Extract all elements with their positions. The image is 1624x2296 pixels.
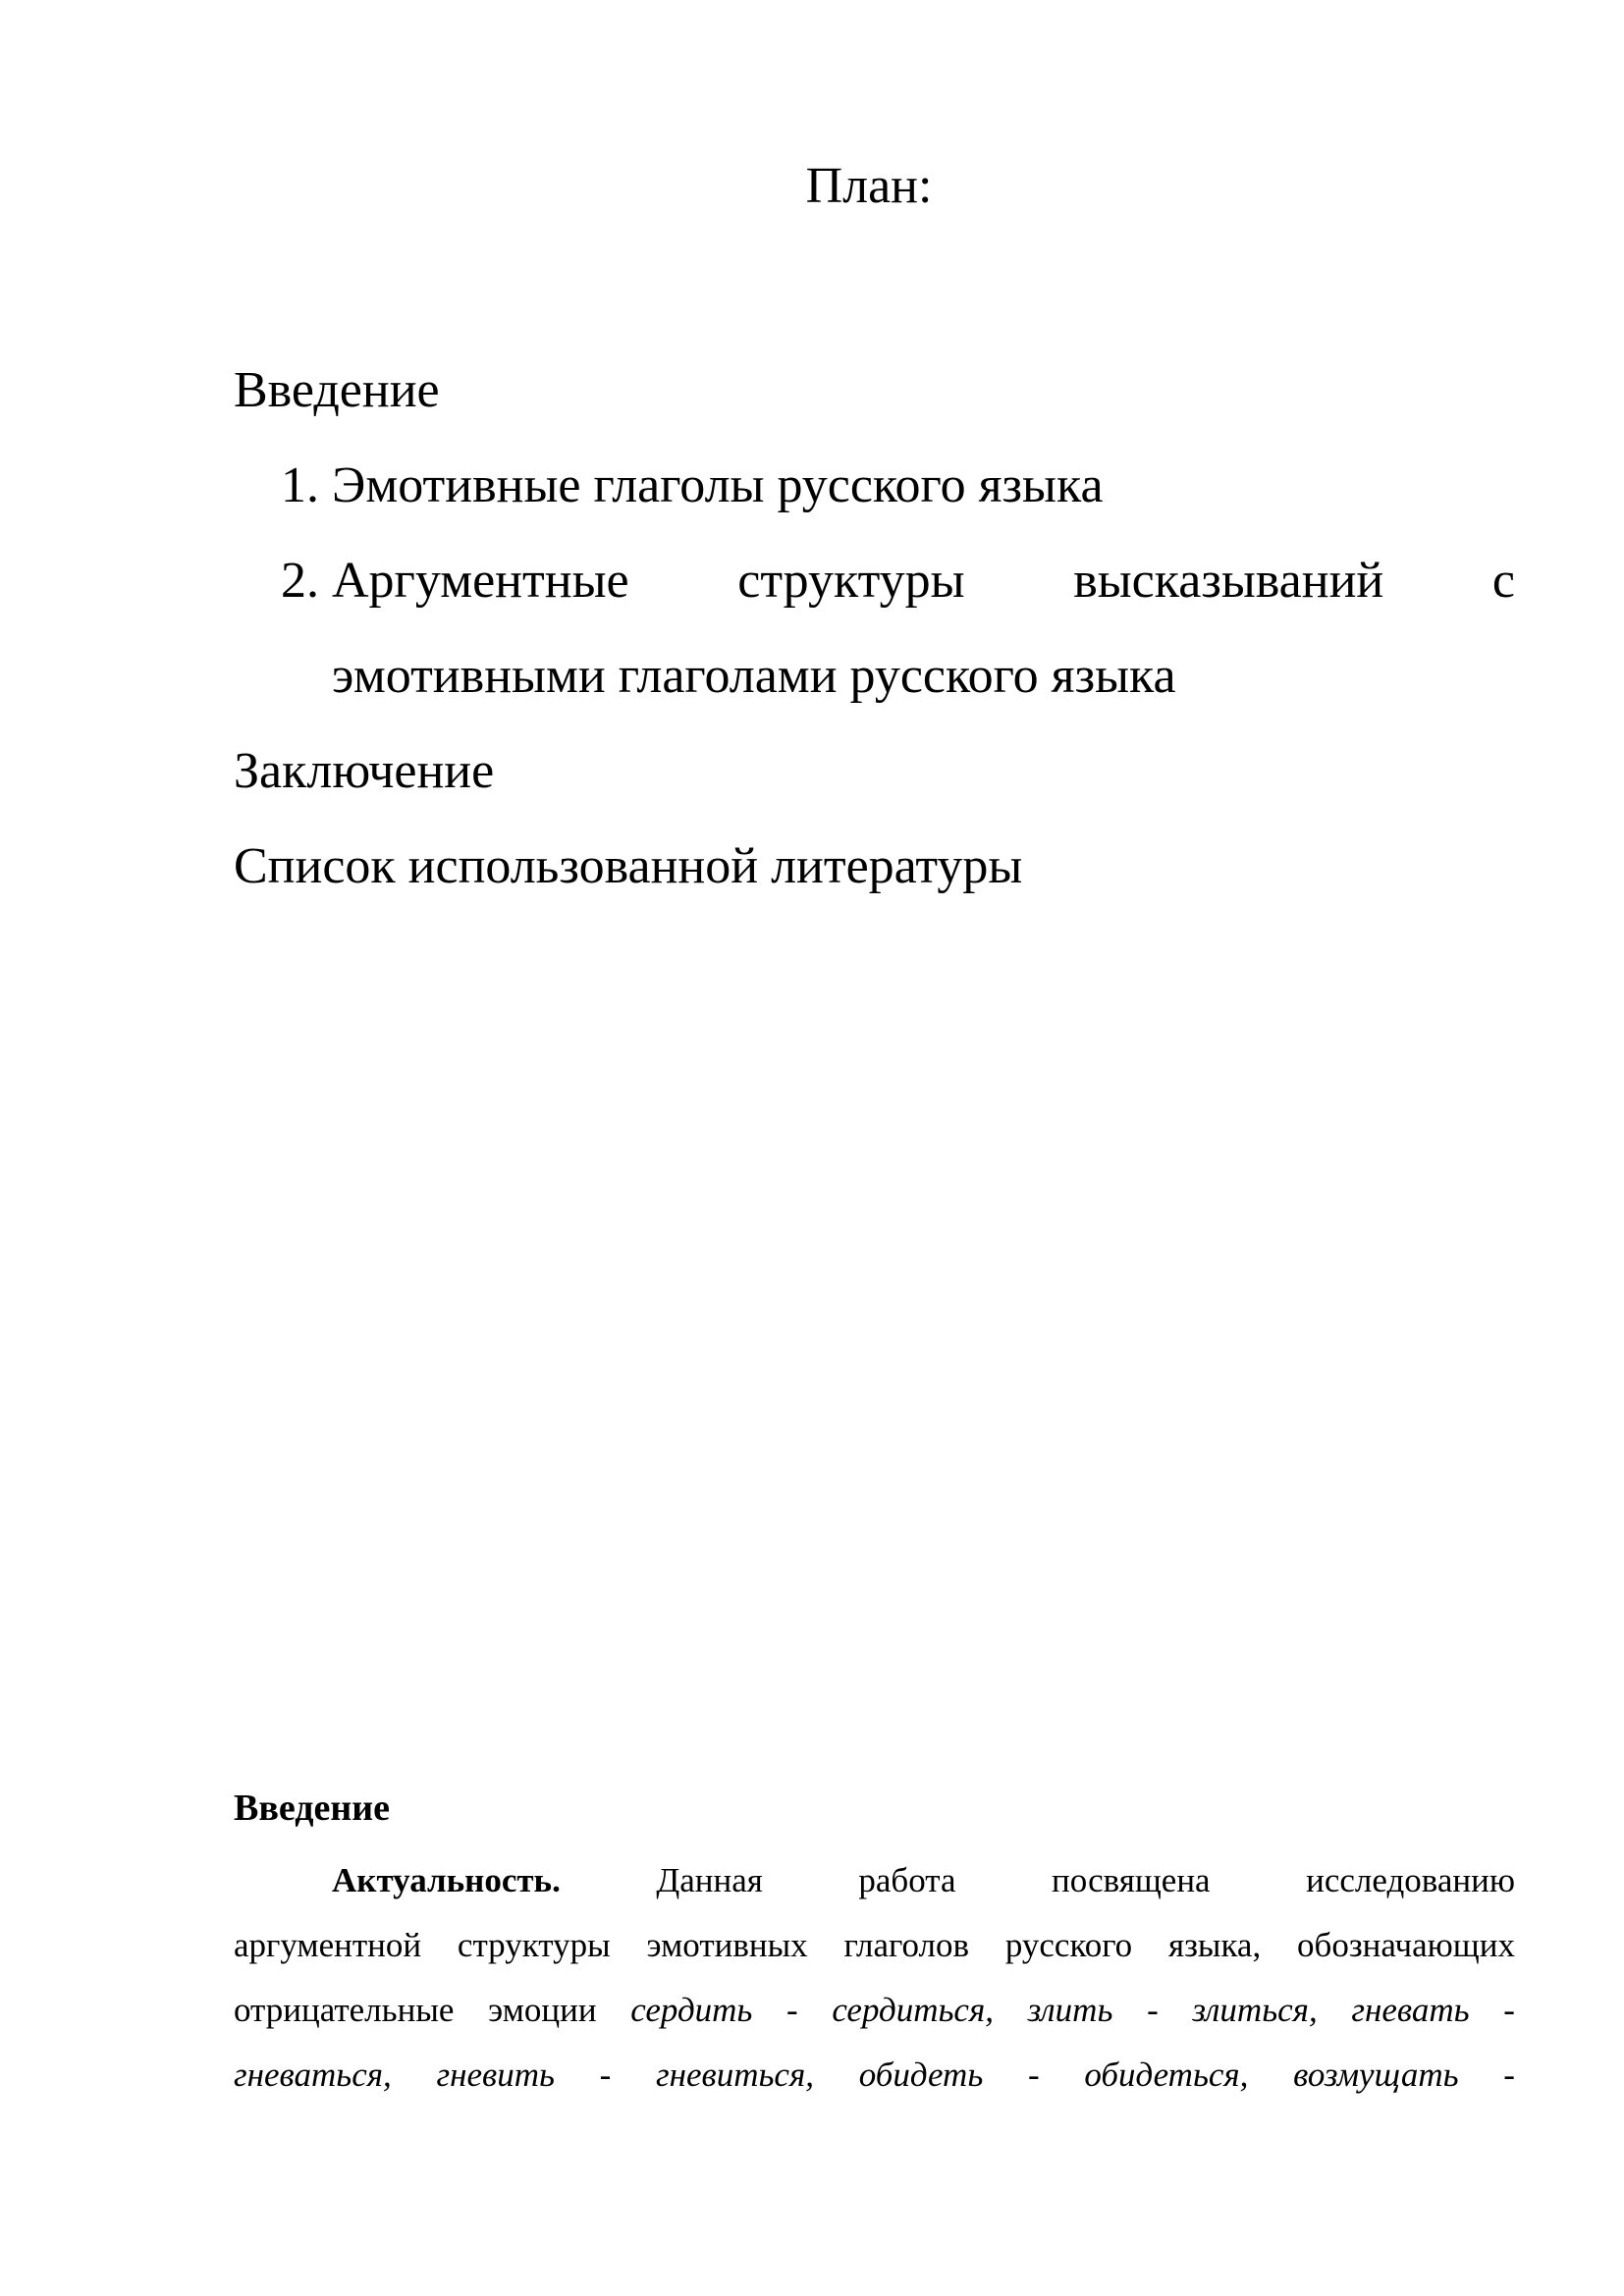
word: с	[1491, 553, 1515, 609]
word: эмотивных	[646, 1926, 808, 1964]
dash: -	[599, 2056, 612, 2094]
introduction-heading: Введение	[234, 1788, 390, 1829]
word: структуры	[457, 1926, 611, 1964]
word: Данная	[656, 1861, 763, 1899]
word: высказываний	[1073, 553, 1384, 609]
word: Аргументные	[332, 553, 629, 609]
toc-item-references: Список использованной литературы	[234, 838, 1023, 894]
verb-example: гневаться,	[234, 2056, 392, 2094]
dash: -	[786, 1991, 798, 2029]
word: работа	[858, 1861, 956, 1899]
toc-item-1	[234, 454, 1515, 517]
dash: -	[1503, 1991, 1515, 2029]
verb-example: гневить	[436, 2056, 555, 2094]
toc-item-introduction: Введение	[234, 362, 440, 418]
toc-item-number: 1.	[281, 457, 319, 513]
paragraph-line-2	[234, 1924, 1515, 1967]
relevance-label: Актуальность.	[332, 1861, 561, 1899]
word: русского	[1004, 1926, 1133, 1964]
word: глаголов	[843, 1926, 970, 1964]
paragraph-line-4	[234, 2054, 1515, 2097]
word: языка,	[1168, 1926, 1262, 1964]
word: эмоции	[488, 1991, 597, 2029]
word: структуры	[737, 553, 965, 609]
word: исследованию	[1306, 1861, 1515, 1899]
toc-item-text-line1	[332, 550, 1515, 613]
word: аргументной	[234, 1926, 422, 1964]
paragraph-line-1	[332, 1859, 1515, 1902]
dash: -	[1027, 2056, 1040, 2094]
dash: -	[1147, 1991, 1159, 2029]
word: посвящена	[1052, 1861, 1211, 1899]
verb-example: сердить	[630, 1991, 753, 2029]
word: отрицательные	[234, 1991, 455, 2029]
verb-example: обидеться,	[1084, 2056, 1249, 2094]
word: обозначающих	[1297, 1926, 1515, 1964]
paragraph-line-3	[234, 1989, 1515, 2032]
verb-example: обидеть	[858, 2056, 984, 2094]
verb-example: сердиться,	[832, 1991, 994, 2029]
verb-example: гневиться,	[655, 2056, 814, 2094]
dash: -	[1503, 2056, 1515, 2094]
plan-title: План:	[805, 158, 933, 214]
verb-example: возмущать	[1293, 2056, 1459, 2094]
verb-example: гневать	[1351, 1991, 1470, 2029]
toc-item-2	[234, 550, 1515, 707]
toc-item-text-line2: эмотивными глаголами русского языка	[332, 648, 1176, 704]
toc-item-text: Эмотивные глаголы русского языка	[332, 457, 1104, 513]
verb-example: злить	[1027, 1991, 1113, 2029]
verb-example: злиться,	[1192, 1991, 1318, 2029]
toc-item-conclusion: Заключение	[234, 743, 495, 799]
toc-item-number: 2.	[281, 553, 319, 609]
